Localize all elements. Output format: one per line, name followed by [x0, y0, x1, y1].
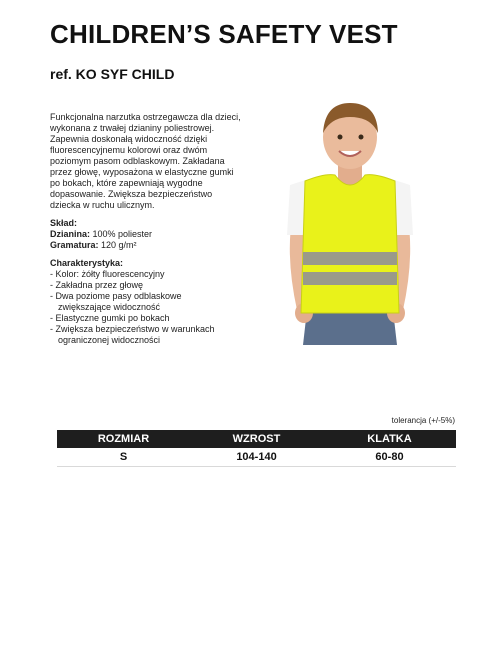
- description-line: przez głowę, wyposażona w elastyczne gumki: [50, 167, 234, 177]
- description-line: dziecka w ruchu ulicznym.: [50, 200, 155, 210]
- description-line: poziomym pasom odblaskowym. Zakładana: [50, 156, 225, 166]
- column-header-height: WZROST: [232, 433, 281, 445]
- fabric-row: [50, 229, 152, 240]
- features-heading: Charakterystyka:: [50, 258, 124, 268]
- feature-item: - Kolor: żółty fluorescencyjny: [50, 269, 165, 279]
- size-table: [57, 430, 456, 467]
- table-row: [57, 448, 456, 467]
- description-line: dopasowanie. Zwiększa bezpieczeństwo: [50, 189, 213, 199]
- description-line: fluorescencyjnemu kolorowi oraz dwóm: [50, 145, 208, 155]
- fabric-label: Dzianina:: [50, 229, 91, 239]
- composition-section: [50, 218, 152, 251]
- height-cell: 104-140: [236, 451, 277, 463]
- feature-item: - Elastyczne gumki po bokach: [50, 313, 170, 323]
- size-cell: S: [119, 451, 128, 463]
- child-wearing-yellow-vest-photo: [275, 95, 425, 345]
- description-line: wykonana z trwałej dzianiny poliestrowej.: [50, 123, 215, 133]
- description-line: po bokach, które zapewniają wygodne: [50, 178, 203, 188]
- product-description: [50, 112, 265, 211]
- product-reference: ref. KO SYF CHILD: [50, 66, 175, 82]
- vest-illustration: [275, 95, 425, 345]
- chest-cell: 60-80: [375, 451, 404, 463]
- description-line: Zapewnia doskonałą widoczność dzięki: [50, 134, 208, 144]
- feature-item: - Zwiększa bezpieczeństwo w warunkach: [50, 324, 215, 334]
- product-title: CHILDREN’S SAFETY VEST: [50, 19, 398, 49]
- size-table-header: [57, 430, 456, 448]
- feature-item: - Zakładna przez głowę: [50, 280, 144, 290]
- column-header-size: ROZMIAR: [97, 433, 150, 445]
- weight-row: [50, 240, 152, 251]
- feature-item: - Dwa poziome pasy odblaskowe: [50, 291, 182, 301]
- fabric-value: 100% poliester: [90, 229, 153, 239]
- feature-item-continued: zwiększające widoczność: [58, 302, 161, 312]
- weight-value: 120 g/m²: [98, 240, 137, 250]
- column-header-chest: KLATKA: [367, 433, 412, 445]
- feature-item-continued: ograniczonej widoczności: [58, 335, 161, 345]
- description-line: Funkcjonalna narzutka ostrzegawcza dla dzieci,: [50, 112, 241, 122]
- weight-label: Gramatura:: [50, 240, 99, 250]
- composition-heading: Skład:: [50, 218, 78, 228]
- tolerance-note: tolerancja (+/-5%): [391, 416, 455, 425]
- features-section: [50, 258, 215, 346]
